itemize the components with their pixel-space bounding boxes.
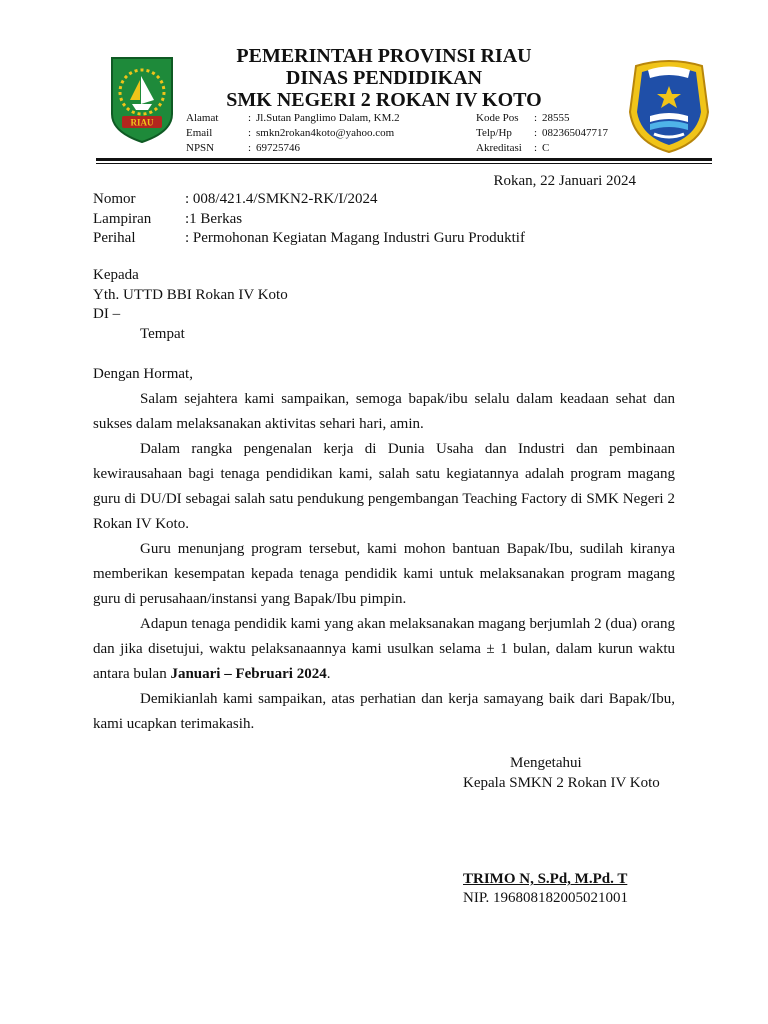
info-value: C — [542, 142, 550, 154]
letterhead-government: PEMERINTAH PROVINSI RIAU — [236, 45, 532, 67]
info-row-npsn — [186, 141, 400, 156]
letter-body — [93, 362, 675, 737]
letter-date: Rokan, 22 Januari 2024 — [493, 173, 636, 189]
paragraph-text: . — [326, 666, 331, 682]
info-value: 28555 — [542, 112, 570, 124]
riau-logo-text: RIAU — [130, 117, 154, 128]
info-label: Kode Pos — [476, 112, 519, 124]
info-colon: : — [534, 127, 538, 139]
salutation: Dengan Hormat, — [93, 366, 193, 382]
letterhead-divider-thin — [96, 163, 712, 164]
info-label: Email — [186, 127, 213, 139]
signature-name: TRIMO N, S.Pd, M.Pd. T — [463, 871, 628, 887]
meta-value: : Permohonan Kegiatan Magang Industri Guru Produktif — [185, 230, 525, 246]
letter-meta — [93, 190, 525, 249]
riau-province-emblem — [106, 54, 178, 144]
recipient-place: Tempat — [140, 325, 185, 342]
meta-label: Lampiran — [93, 210, 152, 227]
meta-value: : 008/421.4/SMKN2-RK/I/2024 — [185, 191, 378, 207]
info-row-email — [186, 126, 400, 141]
info-colon: : — [248, 142, 252, 154]
body-paragraph: Demikianlah kami sampaikan, atas perhatian dan kerja samayang baik dari Bapak/Ibu, kami ucapkan terimakasih. — [93, 691, 675, 732]
recipient-di: DI – — [93, 306, 121, 322]
info-value: 69725746 — [256, 142, 300, 154]
recipient-name: Yth. UTTD BBI Rokan IV Koto — [93, 286, 288, 303]
letterhead-divider-thick — [96, 158, 712, 161]
info-row-accreditation — [476, 141, 608, 156]
info-label: Akreditasi — [476, 142, 522, 154]
info-row-address — [186, 111, 400, 126]
letterhead-info-right — [476, 111, 608, 156]
body-paragraph: Guru menunjang program tersebut, kami mohon bantuan Bapak/Ibu, sudilah kiranya memberikan kesempatan kepada tenaga pendidik kami untuk melaksanakan program magang guru di perusahaan/instansi yang Bapak/Ibu pimpin. — [93, 541, 675, 607]
meta-row-number — [93, 190, 525, 210]
info-label: NPSN — [186, 142, 215, 154]
info-row-phone — [476, 126, 608, 141]
signature-role: Kepala SMKN 2 Rokan IV Koto — [463, 775, 660, 791]
meta-label: Nomor — [93, 191, 136, 207]
paragraph-text: Adapun tenaga pendidik kami yang akan melaksanakan magang berjumlah 2 (dua) orang dan jika disetujui, waktu pelaksanaannya kami usulkan selama ± 1 bulan, dalam kurun waktu antara bulan — [93, 616, 675, 682]
body-paragraph — [93, 612, 675, 687]
recipient-to: Kepada — [93, 267, 139, 283]
info-row-postcode — [476, 111, 608, 126]
signature-nip: NIP. 196808182005021001 — [463, 890, 629, 906]
info-colon: : — [248, 127, 252, 139]
recipient-block — [93, 266, 288, 344]
letterhead-info-left — [186, 111, 400, 156]
meta-row-subject — [93, 229, 525, 249]
period-emphasis: Januari – Februari 2024 — [170, 666, 327, 682]
info-colon: : — [534, 112, 538, 124]
info-label: Alamat — [186, 112, 219, 124]
letterhead-agency: DINAS PENDIDIKAN — [285, 67, 483, 89]
letterhead-school-name: SMK NEGERI 2 ROKAN IV KOTO — [226, 89, 542, 111]
signature-acknowledged: Mengetahui — [510, 755, 582, 771]
rokan-hulu-regency-emblem — [624, 56, 714, 154]
info-value: 082365047717 — [542, 127, 608, 139]
info-label: Telp/Hp — [476, 127, 512, 139]
info-value: Jl.Sutan Panglimo Dalam, KM.2 — [256, 112, 400, 124]
info-colon: : — [248, 112, 252, 124]
meta-row-attachment — [93, 210, 525, 230]
info-colon: : — [534, 142, 538, 154]
body-paragraph: Salam sejahtera kami sampaikan, semoga bapak/ibu selalu dalam keadaan sehat dan sukses dalam melaksanakan aktivitas sehari hari, amin. — [93, 391, 675, 432]
info-value: smkn2rokan4koto@yahoo.com — [256, 127, 395, 139]
body-paragraph: Dalam rangka pengenalan kerja di Dunia Usaha dan Industri dan pembinaan kewirausahaan bagi tenaga pendidikan kami, salah satu kegiatannya adalah program magang guru di DU/DI sebagai salah satu pendukung pengembangan Teaching Factory di SMK Negeri 2 Rokan IV Koto. — [93, 441, 675, 532]
meta-label: Perihal — [93, 230, 136, 246]
meta-value: :1 Berkas — [185, 210, 243, 227]
